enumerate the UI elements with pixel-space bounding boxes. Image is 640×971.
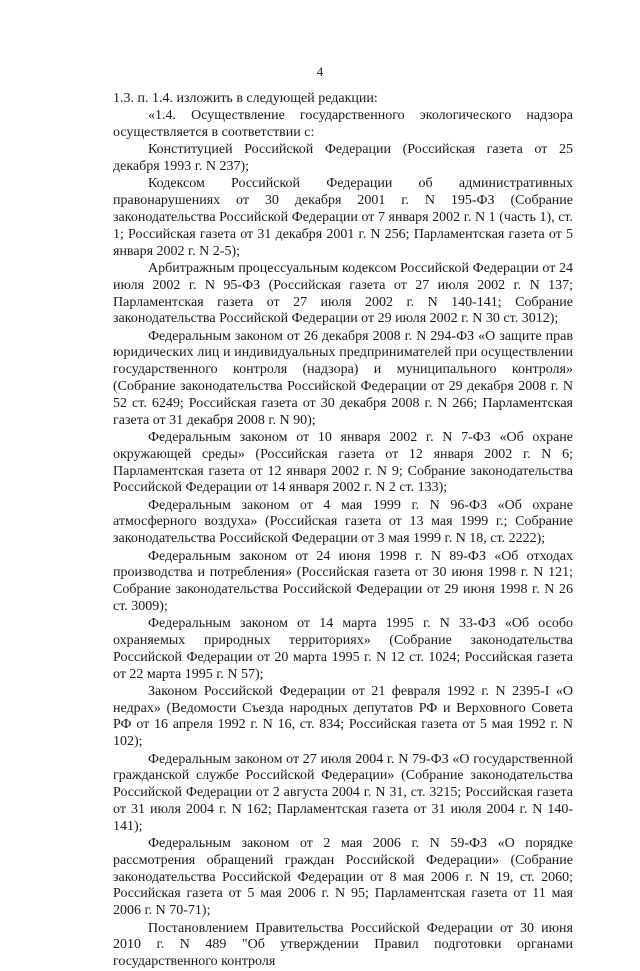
paragraph-law-89: Федеральным законом от 24 июня 1998 г. N 89-ФЗ «Об отходах производства и потребления» (Российская газета от 30 июня 1998 г. N 121; Собрание законодательства Российской Федерации от 29 июня 1998 г. N 26 ст. 3009); <box>113 548 573 614</box>
document-body <box>113 91 573 971</box>
paragraph-clause-1-4: «1.4. Осуществление государственного экологического надзора осуществляется в соответствии с: <box>113 108 573 141</box>
paragraph-amendment-intro: 1.3. п. 1.4. изложить в следующей редакции: <box>113 91 378 106</box>
paragraph-law-294: Федеральным законом от 26 декабря 2008 г. N 294-ФЗ «О защите прав юридических лиц и индивидуальных предпринимателей при осуществлении государственного контроля (надзора) и муниципального контроля» (Собрание законодательства Российской Федерации от 29 декабря 2008 г. N 52 ст. 6249; Российская газета от 30 декабря 2008 г. N 266; Парламентская газета от 31 декабря 2008 г. N 90); <box>113 328 573 428</box>
paragraph-admin-code: Кодексом Российской Федерации об административных правонарушениях от 30 декабря 2001 г. N 195-ФЗ (Собрание законодательства Российской Федерации от 7 января 2002 г. N 1 (часть 1), ст. 1; Российская газета от 31 декабря 2001 г. N 256; Парламентская газета от 5 января 2002 г. N 2-5); <box>113 176 573 259</box>
paragraph-constitution: Конституцией Российской Федерации (Российская газета от 25 декабря 1993 г. N 237); <box>113 142 573 175</box>
paragraph-law-96: Федеральным законом от 4 мая 1999 г. N 96-ФЗ «Об охране атмосферного воздуха» (Российская газета от 13 мая 1999 г.; Собрание законодательства Российской Федерации от 3 мая 1999 г. N 18, ст. 2222); <box>113 497 573 547</box>
paragraph-law-59: Федеральным законом от 2 мая 2006 г. N 59-ФЗ «О порядке рассмотрения обращений граждан Российской Федерации» (Собрание законодательства Российской Федерации от 8 мая 2006 г. N 19, ст. 2060; Российская газета от 5 мая 2006 г. N 95; Парламентская газета от 11 мая 2006 г. N 70-71); <box>113 836 573 919</box>
page-number: 4 <box>316 64 324 79</box>
paragraph-law-33: Федеральным законом от 14 марта 1995 г. N 33-ФЗ «Об особо охраняемых природных территориях» (Собрание законодательства Российской Федерации от 20 марта 1995 г. N 12 ст. 1024; Российская газета от 22 марта 1995 г. N 57); <box>113 616 573 682</box>
paragraph-arbitration-code: Арбитражным процессуальным кодексом Российской Федерации от 24 июля 2002 г. N 95-ФЗ (Российская газета от 27 июля 2002 г. N 137; Парламентская газета от 27 июля 2002 г. N 140-141; Собрание законодательства Российской Федерации от 29 июля 2002 г. N 30 ст. 3012); <box>113 260 573 327</box>
paragraph-law-7: Федеральным законом от 10 января 2002 г. N 7-ФЗ «Об охране окружающей среды» (Российская газета от 12 января 2002 г. N 6; Парламентская газета от 12 января 2002 г. N 9; Собрание законодательства Российской Федерации от 14 января 2002 г. N 2 ст. 133); <box>113 429 573 496</box>
paragraph-law-2395: Законом Российской Федерации от 21 февраля 1992 г. N 2395-I «О недрах» (Ведомости Съезда народных депутатов РФ и Верховного Совета РФ от 16 апреля 1992 г. N 16, ст. 834; Российская газета от 5 мая 1992 г. N 102); <box>113 683 573 750</box>
paragraph-resolution-489: Постановлением Правительства Российской Федерации от 30 июня 2010 г. N 489 "Об утверждении Правил подготовки органами государственного контроля <box>113 920 573 970</box>
paragraph-law-79: Федеральным законом от 27 июля 2004 г. N 79-ФЗ «О государственной гражданской службе Российской Федерации» (Собрание законодательства Российской Федерации от 2 августа 2004 г. N 31, ст. 3215; Российская газета от 31 июля 2004 г. N 162; Парламентская газета от 31 июля 2004 г. N 140-141); <box>113 751 573 834</box>
